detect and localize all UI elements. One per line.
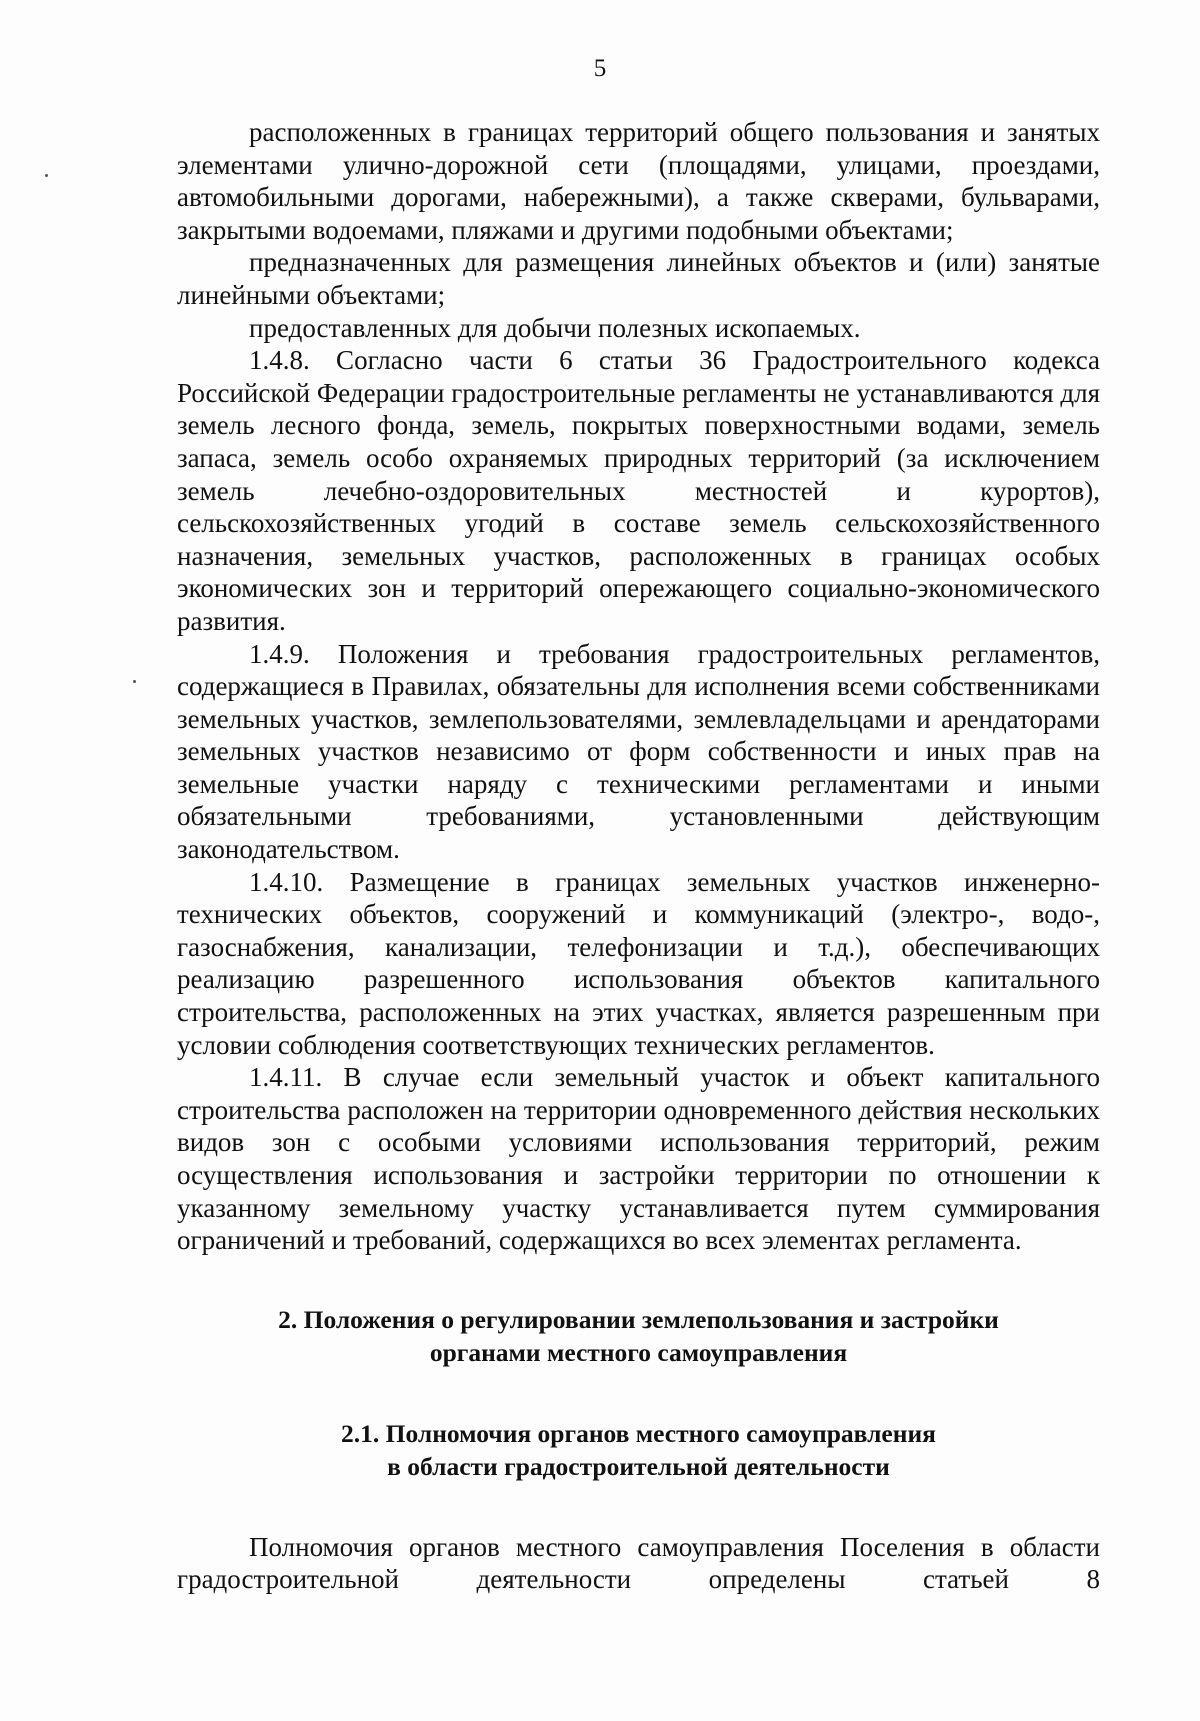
subsection-heading-line1: 2.1. Полномочия органов местного самоуправления xyxy=(341,1418,936,1448)
paragraph-2: предназначенных для размещения линейных объектов и (или) занятые линейными объектами; xyxy=(177,247,1100,310)
paragraph-1-4-11: 1.4.11. В случае если земельный участок и объект капитального строительства расположен на территории одновременного действия нескольких видов зон с особыми условиями использования территорий, режим осуществления использования и застройки территории по отношении к указанному земельному участку устанавливается путем суммирования ограничений и требований, содержащихся во всех элементах регламента. xyxy=(177,1062,1100,1256)
subsection-heading-line2: в области градостроительной деятельности xyxy=(387,1451,890,1481)
section-heading-line2: органами местного самоуправления xyxy=(429,1337,848,1367)
paragraph-1-4-10: 1.4.10. Размещение в границах земельных участков инженерно-технических объектов, сооружений и коммуникаций (электро-, водо-, газоснабжения, канализации, телефонизации и т.д.), обеспечивающих реализацию разрешенного использования объектов капитального строительства, расположенных на этих участках, является разрешенным при условии соблюдения соответствующих технических регламентов. xyxy=(177,866,1100,1060)
page-number: 5 xyxy=(593,55,607,82)
paragraph-1-4-9: 1.4.9. Положения и требования градостроительных регламентов, содержащиеся в Правилах, обязательны для исполнения всеми собственниками земельных участков, землепользователями, землевладельцами и арендаторами земельных участков независимо от форм собственности и иных прав на земельные участки наряду с техническими регламентами и иными обязательными требованиями, установленными действующим законодательством. xyxy=(177,638,1100,865)
paragraph-3: предоставленных для добычи полезных ископаемых. xyxy=(249,312,861,343)
section-heading-line1: 2. Положения о регулировании землепользования и застройки xyxy=(278,1304,999,1334)
subsection-heading xyxy=(177,1417,1100,1483)
section-heading xyxy=(177,1303,1100,1369)
paragraph-1-4-8: 1.4.8. Согласно части 6 статьи 36 Градостроительного кодекса Российской Федерации градостроительные регламенты не устанавливаются для земель лесного фонда, земель, покрытых поверхностными водами, земель запаса, земель особо охраняемых природных территорий (за исключением земель лечебно-оздоровительных местностей и курортов), сельскохозяйственных угодий в составе земель сельскохозяйственного назначения, земельных участков, расположенных в границах особых экономических зон и территорий опережающего социально-экономического развития. xyxy=(177,345,1100,636)
scan-speck xyxy=(133,680,136,683)
document-body xyxy=(177,116,1100,1596)
paragraph-1: расположенных в границах территорий общего пользования и занятых элементами улично-дорожной сети (площадями, улицами, проездами, автомобильными дорогами, набережными), а также скверами, бульварами, закрытыми водоемами, пляжами и другими подобными объектами; xyxy=(177,117,1100,245)
scan-speck xyxy=(45,174,48,177)
paragraph-final: Полномочия органов местного самоуправления Поселения в области градостроительной деятельности определены статьей 8 xyxy=(177,1531,1100,1595)
